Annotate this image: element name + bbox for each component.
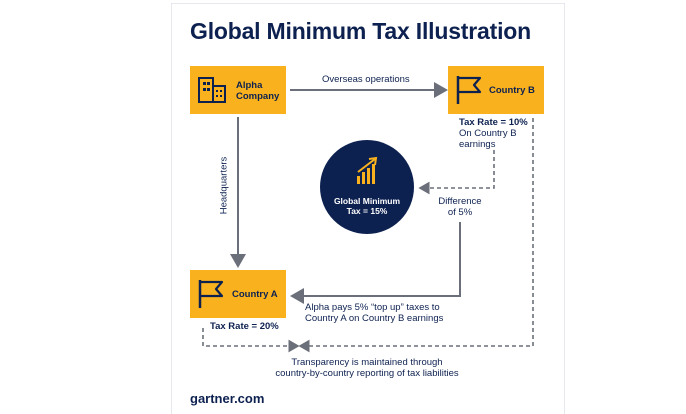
country-b-rate-line2: On Country B bbox=[459, 128, 517, 139]
country-b-rate bbox=[459, 117, 528, 150]
global-minimum-line2: Tax = 15% bbox=[346, 206, 388, 216]
country-a-label: Country A bbox=[232, 289, 278, 300]
country-a-rate bbox=[210, 321, 279, 332]
transparency-line2: country-by-country reporting of tax liabilities bbox=[275, 368, 459, 379]
difference-dashed-arrow bbox=[420, 150, 494, 188]
topup-label bbox=[305, 302, 443, 324]
country-a-rate-bold: Tax Rate = 20% bbox=[210, 321, 279, 332]
diagram-title: Global Minimum Tax Illustration bbox=[190, 18, 531, 44]
topup-line2: Country A on Country B earnings bbox=[305, 313, 444, 324]
topup-line1: Alpha pays 5% “top up” taxes to bbox=[305, 302, 440, 313]
footer-source: gartner.com bbox=[190, 391, 265, 406]
country-b-label: Country B bbox=[489, 85, 535, 96]
flag-icon bbox=[454, 74, 484, 106]
country-b-rate-line3: earnings bbox=[459, 139, 496, 150]
alpha-company-label-line2: Company bbox=[236, 91, 280, 102]
alpha-company-label-line1: Alpha bbox=[236, 80, 263, 91]
country-b-rate-bold: Tax Rate = 10% bbox=[459, 117, 528, 128]
global-minimum-label bbox=[320, 196, 414, 216]
global-minimum-circle bbox=[320, 140, 414, 234]
difference-line2: of 5% bbox=[447, 207, 473, 218]
trend-up-icon bbox=[355, 156, 381, 186]
overseas-operations-label: Overseas operations bbox=[322, 74, 410, 85]
flag-icon bbox=[196, 278, 226, 310]
alpha-company-label bbox=[236, 80, 279, 102]
transparency-line1: Transparency is maintained through bbox=[291, 357, 443, 368]
building-icon bbox=[196, 74, 228, 106]
transparency-label bbox=[232, 357, 502, 379]
headquarters-label: Headquarters bbox=[218, 156, 230, 215]
global-minimum-line1: Global Minimum bbox=[333, 196, 401, 206]
difference-line1: Difference bbox=[438, 196, 482, 207]
difference-label bbox=[430, 196, 490, 218]
